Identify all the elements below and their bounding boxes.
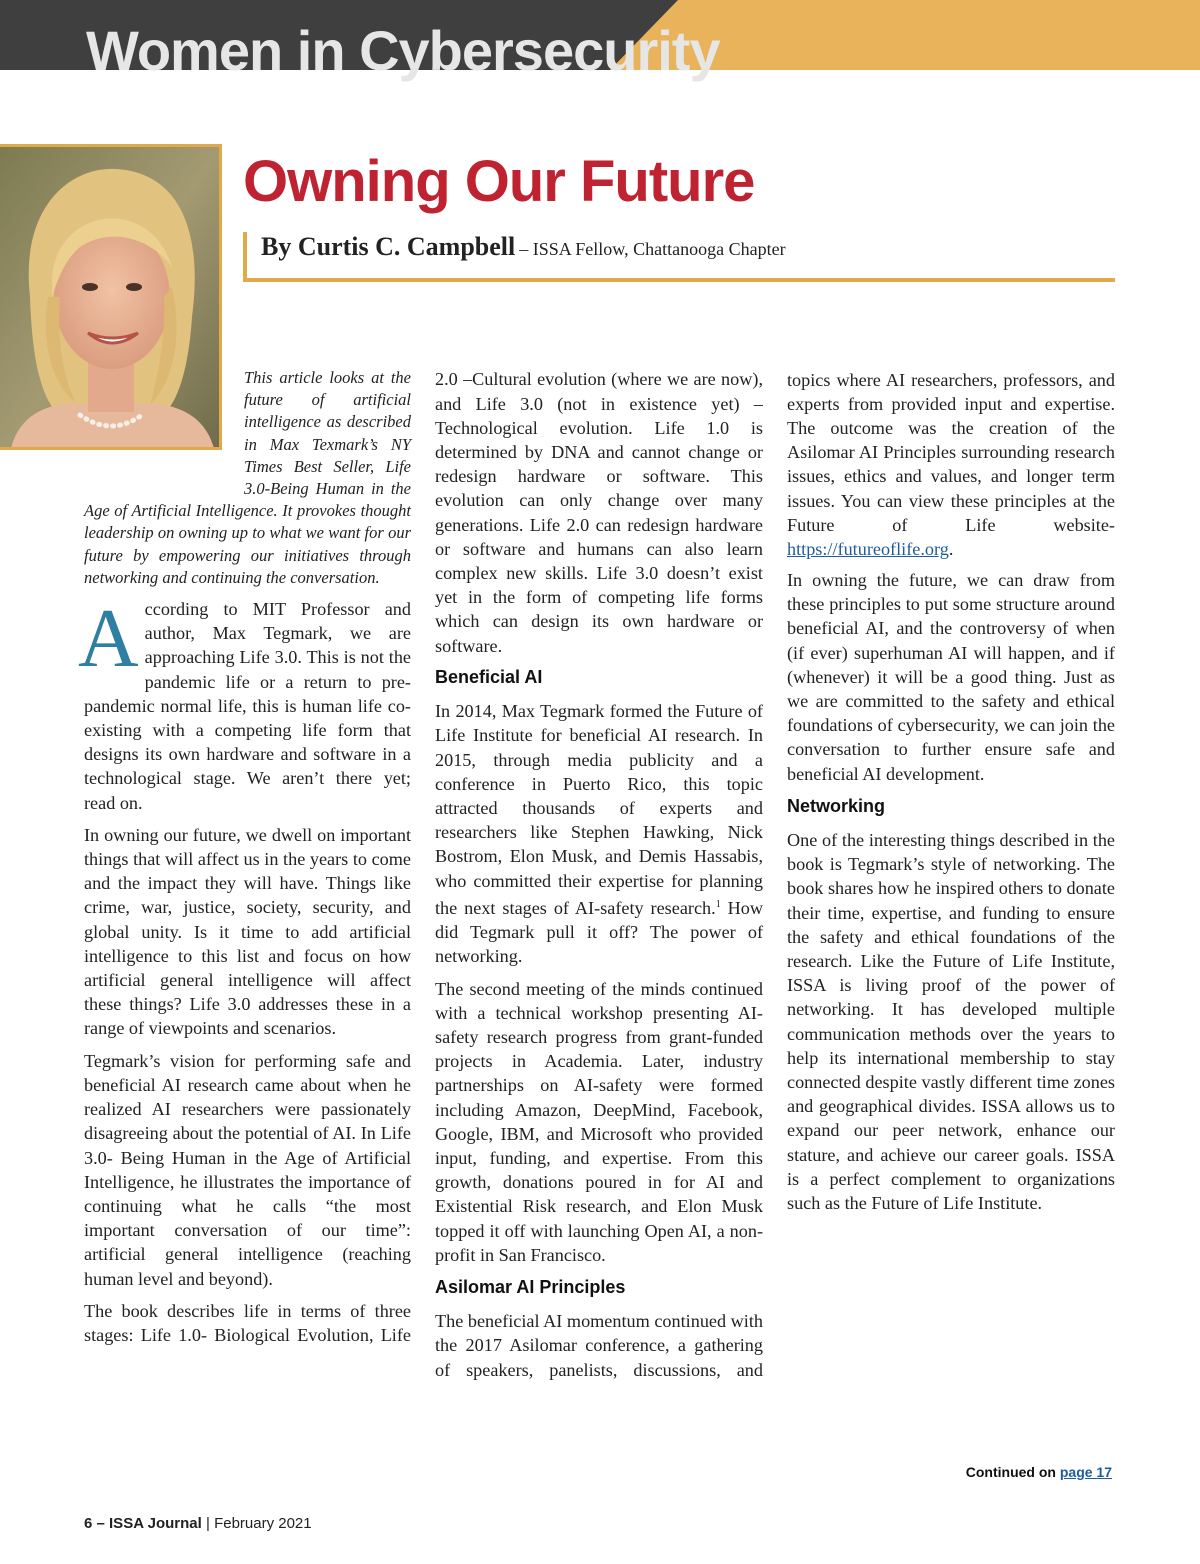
drop-cap: A: [78, 592, 139, 686]
paragraph-5: [435, 699, 763, 968]
paragraph-4-start: [84, 1299, 411, 1347]
footer-separator: |: [201, 1515, 215, 1532]
paragraph-7-text: The beneficial AI momentum continued with the 2017 Asilomar conference, a gathering of speakers, panelists, discussions, and: [435, 1311, 763, 1380]
column-3: [787, 367, 1115, 1223]
subhead-networking: Networking: [787, 795, 886, 816]
paragraph-4-text: The book describes life in terms of three stages: Life 1.0- Biological Evolution, Life: [84, 1300, 411, 1345]
paragraph-2: In owning our future, we dwell on important things that will affect us in the years to come and the impact they will have. Things like crime, war, justice, society, security, and global unity. Is it time to add artificial intelligence to this list and focus on how artificial general intelligence will affect these things? Life 3.0 addresses these in a range of viewpoints and scenarios.: [84, 824, 411, 1039]
author-name: By Curtis C. Campbell: [261, 232, 516, 261]
column-1: [78, 367, 411, 1355]
column-2: [435, 367, 763, 1389]
page-footer: [84, 1515, 312, 1532]
paragraph-1-text: ccording to MIT Professor and author, Max Tegmark, we are approaching Life 3.0. This is not the pandemic life or a return to pre-pandemic normal life, this is human life co-existing with a competing life form that designs its own hardware and software in a technological stage. We aren’t there yet; read on.: [84, 599, 411, 813]
paragraph-9: One of the interesting things described in the book is Tegmark’s style of networking. The book shares how he inspired others to donate their time, expertise, and funding to ensure the safety and ethical foundations of the research. Like the Future of Life Institute, ISSA is living proof of the power of networking. It has developed multiple communication methods over the years to help its international membership to stay connected despite vastly different time zones and geographical divides. ISSA allows us to expand our peer network, enhance our stature, and achieve our career goals. ISSA is a perfect complement to organizations such as the Future of Life Institute.: [787, 830, 1115, 1214]
section-title: Women in Cybersecurity: [86, 19, 720, 82]
paragraph-4-continued: [435, 367, 763, 657]
continued-on: [966, 1464, 1112, 1480]
paragraph-7-end: .: [948, 539, 954, 560]
paragraph-3: Tegmark’s vision for performing safe and beneficial AI research came about when he realized AI researchers were passionately disagreeing about the potential of AI. In Life 3.0- Being Human in the Age of Artificial Intelligence, he illustrates the importance of continuing what he calls “the most important conversation of our time”: artificial general intelligence (reaching human level and beyond).: [84, 1050, 411, 1289]
futureoflife-link[interactable]: https://futureoflife.org: [787, 539, 949, 560]
article-title: Owning Our Future: [243, 149, 755, 214]
subhead-beneficial-ai: Beneficial AI: [435, 667, 543, 687]
paragraph-5-text-end: How did Tegmark pull it off? The power of networking.: [435, 897, 764, 967]
continued-label: Continued on: [965, 1464, 1060, 1480]
paragraph-4-text-continued: 2.0 –Cultural evolution (where we are now), and Life 3.0 (not in existence yet) – Technological evolution. Life 1.0 is determined by DNA and cannot change or redesign hardware or software. This evolution can only change over many generations. Life 2.0 can redesign hardware or software and humans can also learn complex new skills. Life 3.0 doesn’t exist yet in the form of competing life forms which can design its own hardware or software.: [435, 369, 763, 656]
author-affiliation: – ISSA Fellow, Chattanooga Chapter: [519, 239, 786, 259]
paragraph-5-text: In 2014, Max Tegmark formed the Future of Life Institute for beneficial AI research. In 2015, through media publicity and a conference in Puerto Rico, this topic attracted thousands of experts and researchers like Stephen Hawking, Nick Bostrom, Elon Musk, and Demis Hassabis, who committed their expertise for planning the next stages of AI-safety research.: [435, 701, 763, 918]
paragraph-7-text-continued: topics where AI researchers, professors, and experts from provided input and expertise. The outcome was the creation of the Asilomar AI Principles surrounding research issues, ethics and values, and longer term issues. You can view these principles at the Future of Life website-: [787, 369, 1115, 535]
paragraph-8: In owning the future, we can draw from these principles to put some structure around beneficial AI, and the controversy of when (if ever) superhuman AI will happen, and if (whenever) it will be a good thing. Just as we are committed to the safety and ethical foundations of cybersecurity, we can join the conversation to further ensure safe and beneficial AI development.: [787, 570, 1115, 784]
article-intro: This article looks at the future of artificial intelligence as described in Max Texmark’s NY Times Best Seller, Life 3.0-Being Human in the Age of Artificial Intelligence. It provokes thought leadership on owning up to what we want for our future by empowering our initiatives through networking and continuing the conversation.: [84, 368, 411, 587]
paragraph-1: [78, 592, 411, 815]
footer-page: 6 – ISSA Journal: [84, 1515, 202, 1532]
footnote-marker: 1: [715, 898, 721, 910]
byline: [243, 232, 1115, 282]
paragraph-6: The second meeting of the minds continued with a technical workshop presenting AI-safety research progress from grant-funded projects in Academia. Later, industry partnerships on AI-safety were formed including Amazon, DeepMind, Facebook, Google, IBM, and Microsoft who provided input, funding, and expertise. From this growth, donations poured in for AI and Existential Risk research, and Elon Musk topped it off with launching Open AI, a non-profit in San Francisco.: [435, 978, 763, 1265]
footer-date: February 2021: [214, 1515, 312, 1532]
paragraph-7-continued: [787, 367, 1115, 560]
paragraph-7-start: [435, 1309, 763, 1381]
continued-page-link[interactable]: page 17: [1059, 1464, 1112, 1480]
subhead-asilomar: Asilomar AI Principles: [435, 1276, 626, 1297]
